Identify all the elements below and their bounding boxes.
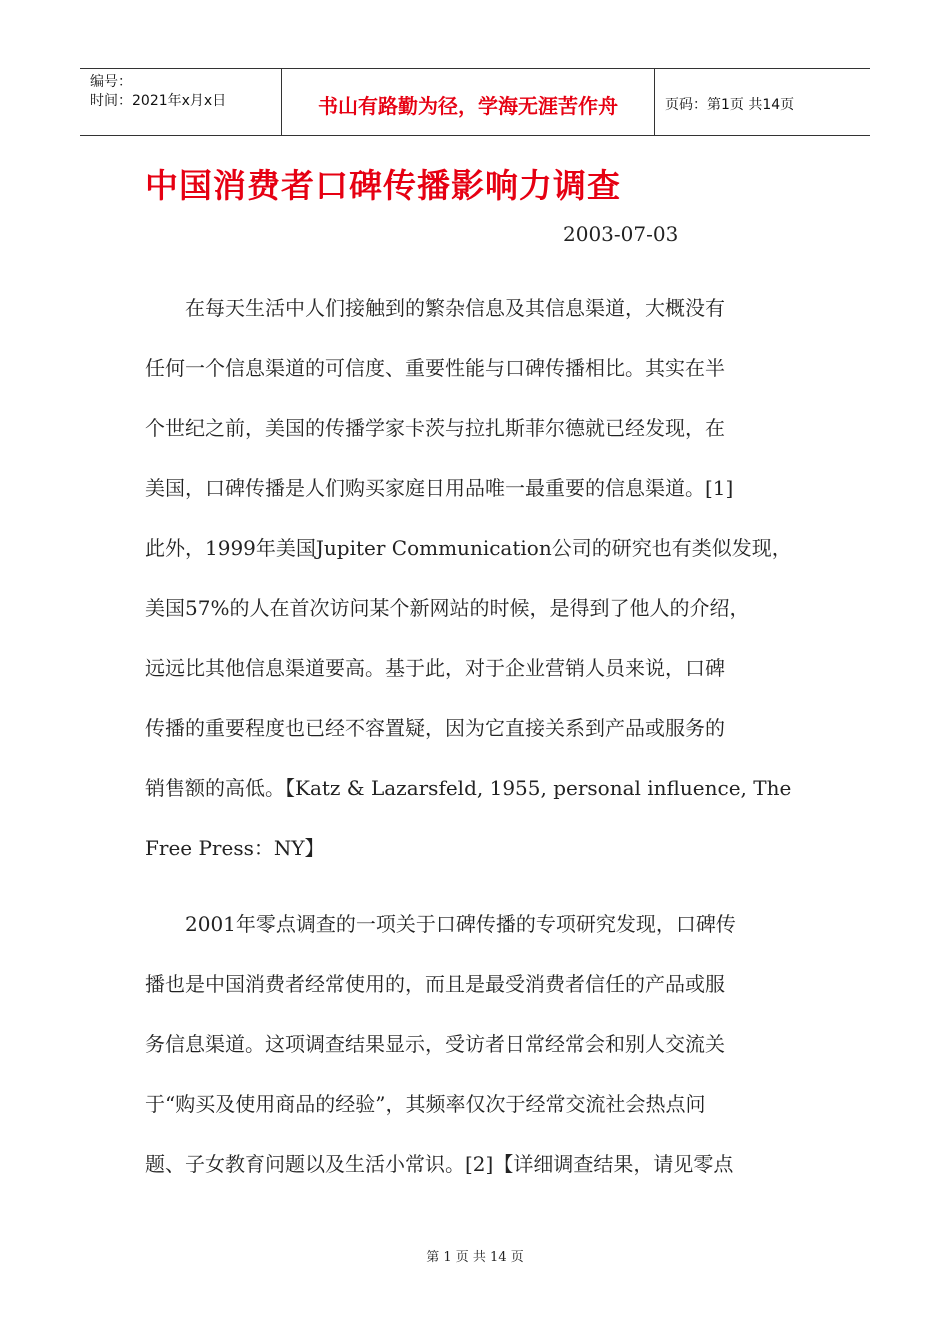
body-line: 美国，口碑传播是人们购买家庭日用品唯一最重要的信息渠道。[1] (145, 476, 734, 500)
body-line: 美国57%的人在首次访问某个新网站的时候，是得到了他人的介绍， (145, 596, 750, 620)
body-line: 传播的重要程度也已经不容置疑，因为它直接关系到产品或服务的 (145, 716, 725, 740)
document-title: 中国消费者口碑传播影响力调查 (145, 166, 621, 205)
header-meta (80, 69, 282, 135)
body-line: 题、子女教育问题以及生活小常识。[2]【详细调查结果，请见零点 (145, 1152, 734, 1176)
page-footer: 第 1 页 共 14 页 (426, 1250, 524, 1265)
body-line: 2001年零点调查的一项关于口碑传播的专项研究发现，口碑传 (145, 912, 736, 936)
body-line: 此外，1999年美国Jupiter Communication公司的研究也有类似发现， (145, 536, 792, 560)
header-motto: 书山有路勤为径，学海无涯苦作舟 (282, 69, 655, 135)
body-line: 在每天生活中人们接触到的繁杂信息及其信息渠道，大概没有 (145, 296, 725, 320)
body-line: 远远比其他信息渠道要高。基于此，对于企业营销人员来说，口碑 (145, 656, 725, 680)
body-line: 务信息渠道。这项调查结果显示，受访者日常经常会和别人交流关 (145, 1032, 725, 1056)
body-line: Free Press：NY】 (145, 836, 325, 860)
body-line: 销售额的高低。【Katz & Lazarsfeld, 1955, personal influence, The (145, 776, 792, 800)
header-page-info: 页码：第1页 共14页 (665, 97, 795, 113)
document-date: 2003-07-03 (563, 222, 679, 246)
body-line: 于“购买及使用商品的经验”，其频率仅次于经常交流社会热点问 (145, 1092, 706, 1116)
body-line: 播也是中国消费者经常使用的，而且是最受消费者信任的产品或服 (145, 972, 725, 996)
body-line: 任何一个信息渠道的可信度、重要性能与口碑传播相比。其实在半 (145, 356, 725, 380)
time-label: 时间：2021年x月x日 (90, 93, 227, 109)
number-label: 编号： (90, 74, 132, 90)
body-line: 个世纪之前，美国的传播学家卡茨与拉扎斯菲尔德就已经发现，在 (145, 416, 725, 440)
header-table (80, 68, 870, 136)
